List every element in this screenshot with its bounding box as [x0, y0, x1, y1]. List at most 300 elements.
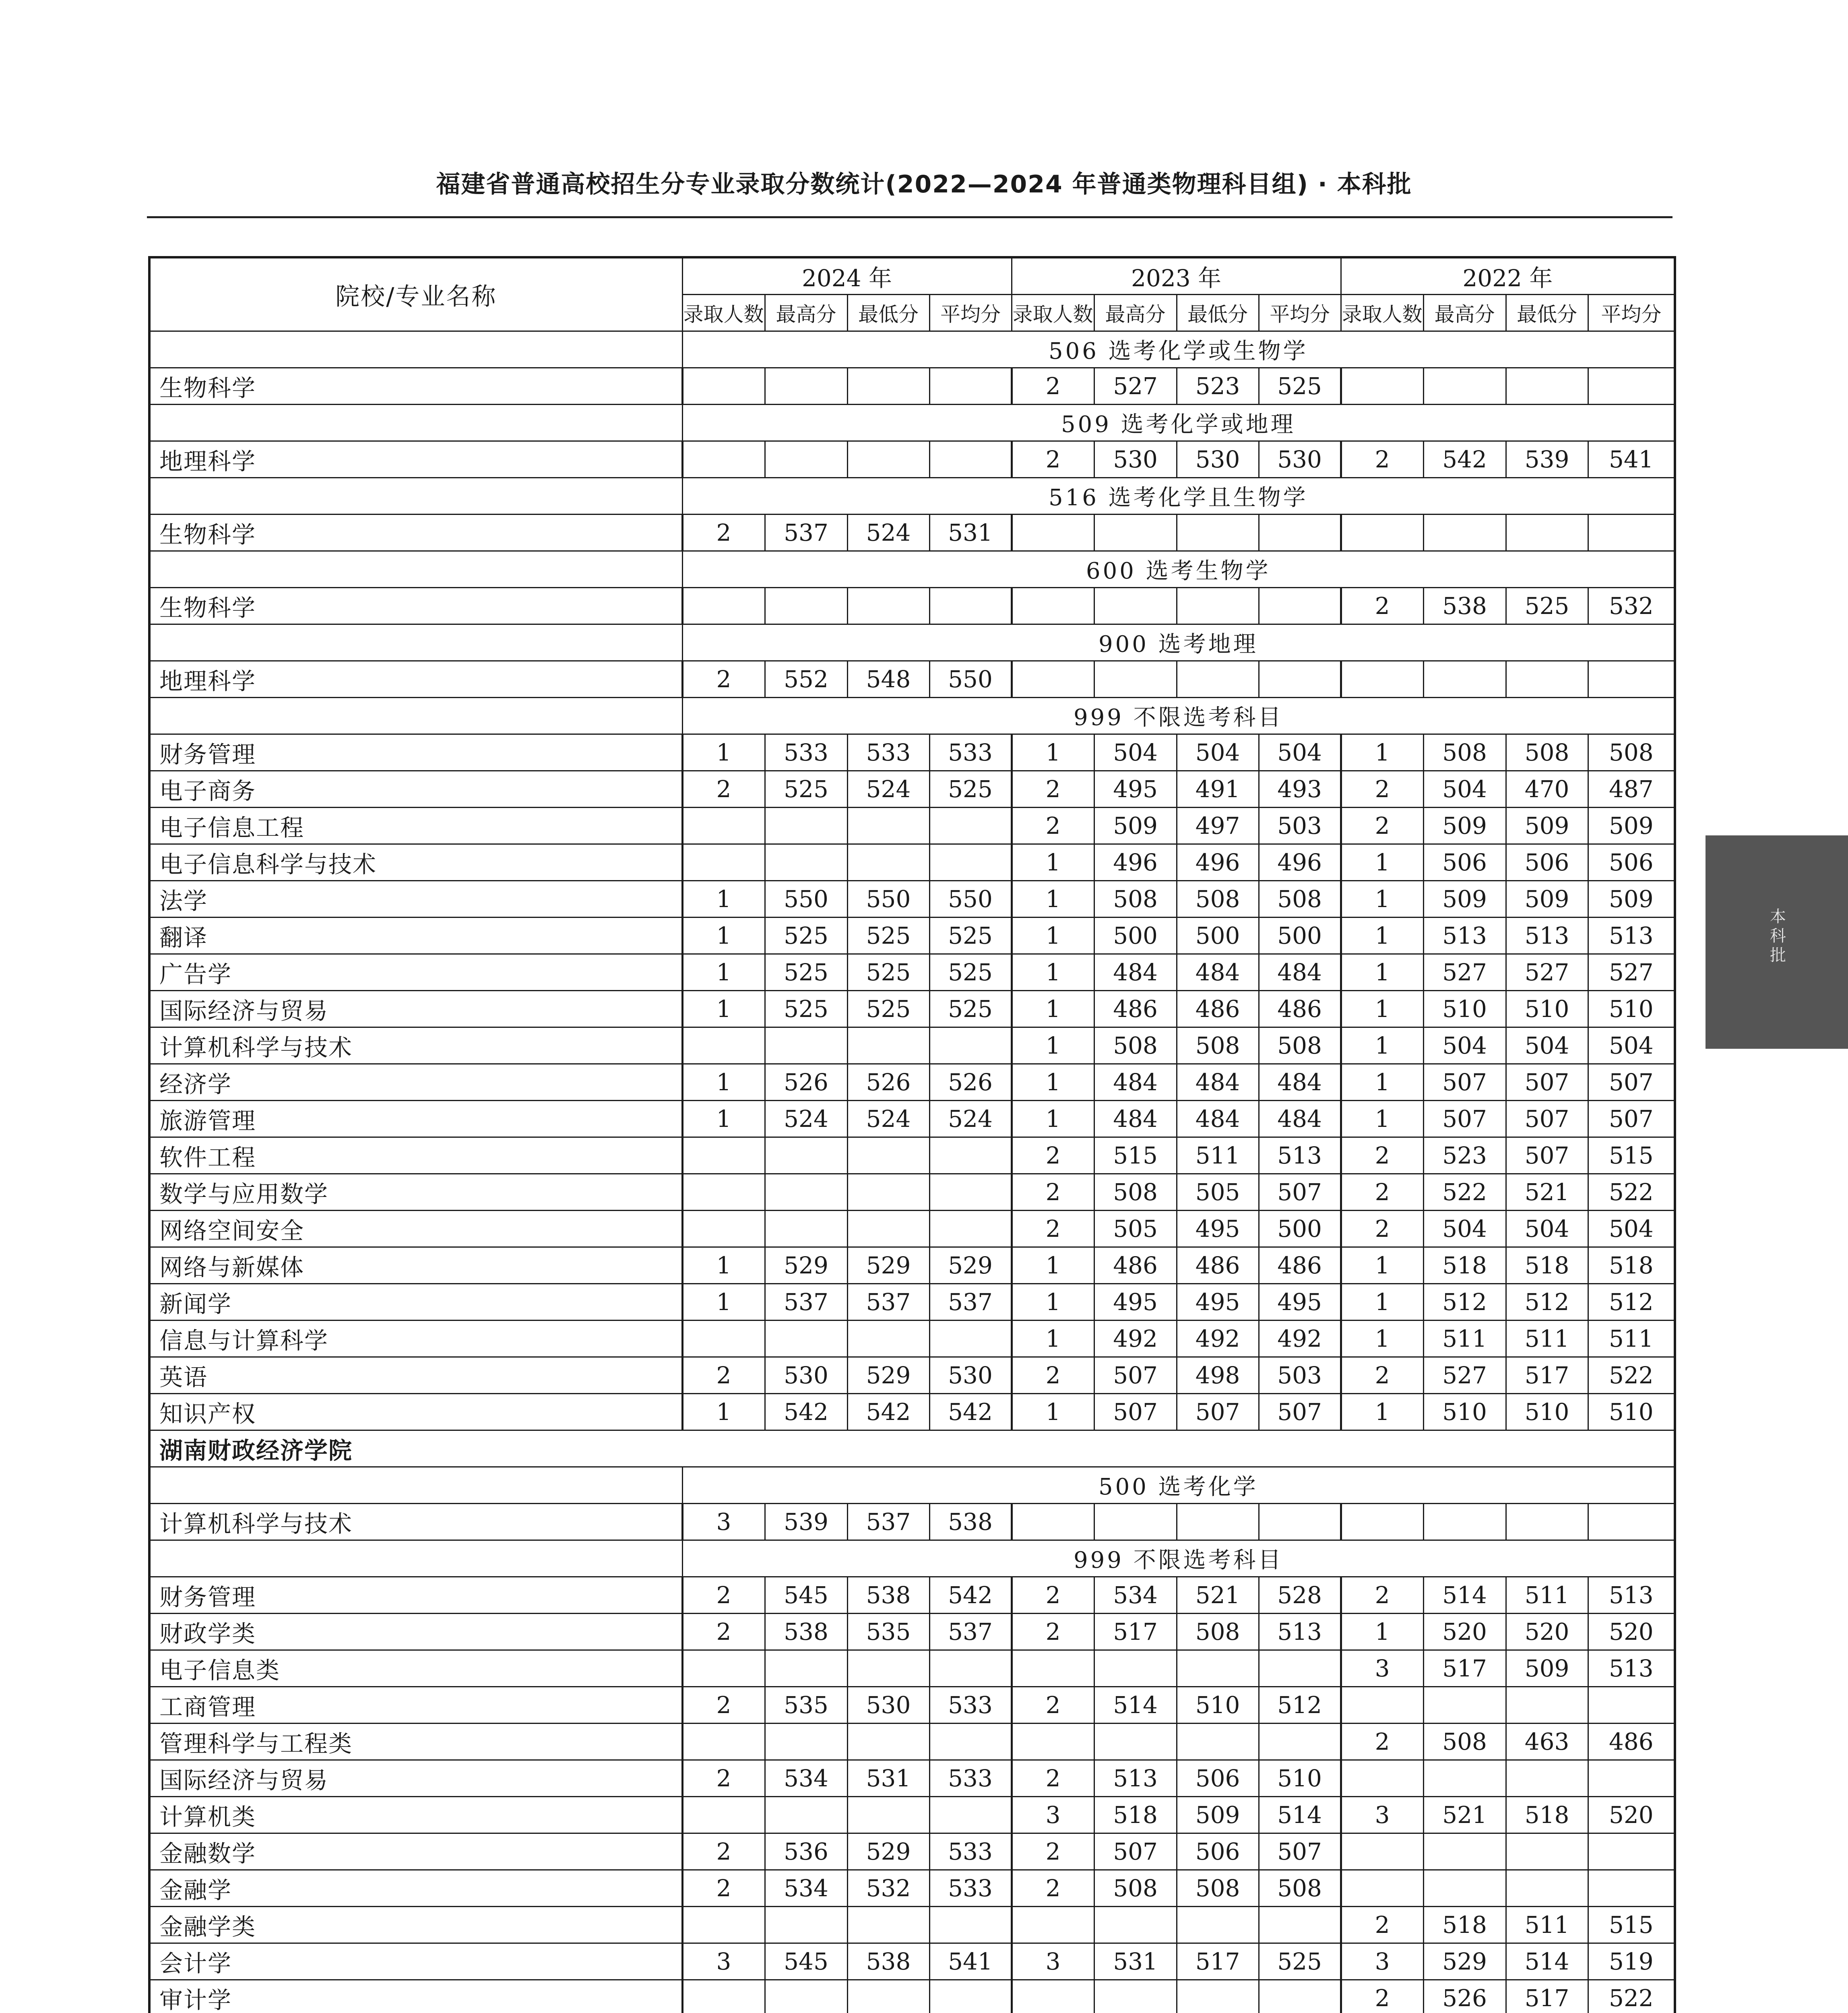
score-cell: 536	[765, 1833, 847, 1870]
major-name: 地理科学	[149, 441, 682, 478]
name-column-header: 院校/专业名称	[149, 257, 682, 331]
score-cell: 505	[1094, 1211, 1177, 1247]
major-name: 金融数学	[149, 1833, 682, 1870]
sub-header-cell: 最高分	[1094, 295, 1177, 331]
score-cell: 539	[765, 1504, 847, 1540]
score-cell: 522	[1588, 1174, 1675, 1211]
score-cell	[1588, 1687, 1675, 1724]
score-cell: 525	[765, 771, 847, 808]
score-cell: 512	[1423, 1284, 1506, 1321]
score-cell: 517	[1506, 1357, 1588, 1394]
score-cell	[765, 1321, 847, 1357]
score-cell	[1259, 1724, 1341, 1760]
score-cell: 486	[1259, 991, 1341, 1027]
score-cell: 529	[1423, 1943, 1506, 1980]
table-row	[149, 1101, 1675, 1137]
score-cell	[682, 844, 765, 881]
score-cell: 2	[1341, 441, 1423, 478]
score-cell	[765, 1027, 847, 1064]
score-cell	[847, 1724, 929, 1760]
score-cell: 527	[1094, 368, 1177, 405]
table-row	[149, 734, 1675, 771]
major-name: 管理科学与工程类	[149, 1724, 682, 1760]
table-row	[149, 1247, 1675, 1284]
score-cell: 510	[1259, 1760, 1341, 1797]
table-row	[149, 588, 1675, 624]
score-cell: 550	[847, 881, 929, 918]
score-cell: 504	[1506, 1027, 1588, 1064]
major-name: 国际经济与贸易	[149, 1760, 682, 1797]
major-name: 财务管理	[149, 1577, 682, 1614]
score-cell: 504	[1094, 734, 1177, 771]
score-cell: 487	[1588, 771, 1675, 808]
score-cell: 542	[929, 1394, 1012, 1430]
score-cell: 3	[1341, 1650, 1423, 1687]
score-cell: 484	[1094, 1064, 1177, 1101]
score-cell: 484	[1177, 954, 1259, 991]
major-name: 英语	[149, 1357, 682, 1394]
score-cell	[1588, 661, 1675, 698]
score-cell: 506	[1177, 1760, 1259, 1797]
score-cell: 513	[1588, 1650, 1675, 1687]
score-cell: 537	[929, 1614, 1012, 1650]
score-cell: 2	[1012, 1870, 1094, 1907]
score-cell: 517	[1423, 1650, 1506, 1687]
table-row	[149, 1137, 1675, 1174]
score-cell: 509	[1423, 881, 1506, 918]
table-row	[149, 844, 1675, 881]
score-cell: 529	[765, 1247, 847, 1284]
score-cell: 493	[1259, 771, 1341, 808]
score-cell: 508	[1588, 734, 1675, 771]
score-cell: 517	[1177, 1943, 1259, 1980]
school-row	[149, 1430, 1675, 1467]
score-cell: 1	[1012, 1284, 1094, 1321]
table-row	[149, 771, 1675, 808]
score-cell	[1177, 1504, 1259, 1540]
sub-header-cell: 最低分	[1506, 295, 1588, 331]
score-cell: 542	[1423, 441, 1506, 478]
score-cell: 491	[1177, 771, 1259, 808]
subject-requirement-row	[149, 698, 1675, 734]
score-cell	[682, 808, 765, 844]
score-cell: 1	[1012, 1027, 1094, 1064]
table-row	[149, 1027, 1675, 1064]
score-cell: 525	[847, 991, 929, 1027]
major-name: 翻译	[149, 918, 682, 954]
score-cell: 542	[929, 1577, 1012, 1614]
score-cell: 511	[1506, 1907, 1588, 1943]
score-cell: 1	[682, 1101, 765, 1137]
score-cell: 510	[1423, 1394, 1506, 1430]
score-cell: 509	[1177, 1797, 1259, 1833]
score-cell: 495	[1259, 1284, 1341, 1321]
score-cell	[929, 808, 1012, 844]
score-cell: 1	[1341, 881, 1423, 918]
score-cell: 514	[1259, 1797, 1341, 1833]
score-cell	[847, 1797, 929, 1833]
score-cell: 534	[1094, 1577, 1177, 1614]
score-cell: 2	[682, 1870, 765, 1907]
score-cell: 3	[1341, 1943, 1423, 1980]
score-cell: 1	[682, 991, 765, 1027]
score-cell: 510	[1588, 1394, 1675, 1430]
score-cell: 513	[1588, 918, 1675, 954]
score-cell	[1094, 1504, 1177, 1540]
score-cell: 2	[1341, 1137, 1423, 1174]
score-cell: 542	[765, 1394, 847, 1430]
score-cell	[765, 368, 847, 405]
score-cell	[765, 1174, 847, 1211]
score-cell: 506	[1423, 844, 1506, 881]
score-cell: 3	[1341, 1797, 1423, 1833]
score-cell: 1	[682, 881, 765, 918]
score-cell: 513	[1259, 1137, 1341, 1174]
score-cell: 509	[1506, 1650, 1588, 1687]
score-cell: 507	[1094, 1357, 1177, 1394]
score-cell: 503	[1259, 1357, 1341, 1394]
subject-requirement: 900 选考地理	[682, 624, 1675, 661]
score-cell: 512	[1259, 1687, 1341, 1724]
score-cell	[1012, 515, 1094, 551]
score-cell: 2	[682, 771, 765, 808]
score-cell: 533	[929, 1870, 1012, 1907]
score-cell	[1423, 1870, 1506, 1907]
score-cell: 529	[847, 1357, 929, 1394]
score-cell: 507	[1506, 1101, 1588, 1137]
score-cell: 520	[1588, 1614, 1675, 1650]
score-cell: 518	[1506, 1247, 1588, 1284]
score-cell: 486	[1094, 1247, 1177, 1284]
score-cell: 530	[1259, 441, 1341, 478]
score-cell	[1259, 1504, 1341, 1540]
score-cell: 548	[847, 661, 929, 698]
score-cell	[1012, 1650, 1094, 1687]
score-cell: 545	[765, 1943, 847, 1980]
score-cell	[1177, 1907, 1259, 1943]
score-cell: 1	[1341, 1064, 1423, 1101]
score-cell	[1588, 368, 1675, 405]
score-cell: 521	[1177, 1577, 1259, 1614]
score-cell: 521	[1423, 1797, 1506, 1833]
score-cell	[1341, 1870, 1423, 1907]
score-cell	[1506, 515, 1588, 551]
score-cell: 508	[1177, 881, 1259, 918]
table-row	[149, 991, 1675, 1027]
score-cell: 1	[682, 954, 765, 991]
score-cell: 538	[765, 1614, 847, 1650]
score-cell	[1506, 1870, 1588, 1907]
score-cell: 2	[1341, 1174, 1423, 1211]
sub-header-cell: 录取人数	[682, 295, 765, 331]
blank-name-cell	[149, 698, 682, 734]
score-cell	[1177, 515, 1259, 551]
major-name: 地理科学	[149, 661, 682, 698]
score-cell: 518	[1588, 1247, 1675, 1284]
score-cell: 513	[1423, 918, 1506, 954]
score-cell: 500	[1259, 1211, 1341, 1247]
score-cell: 525	[847, 918, 929, 954]
score-cell: 524	[847, 515, 929, 551]
year-header-2023: 2023 年	[1012, 257, 1341, 295]
score-cell: 2	[1341, 808, 1423, 844]
score-cell	[682, 1027, 765, 1064]
score-cell: 503	[1259, 808, 1341, 844]
major-name: 计算机类	[149, 1797, 682, 1833]
score-cell: 508	[1506, 734, 1588, 771]
score-cell: 2	[1341, 1357, 1423, 1394]
score-cell: 508	[1259, 881, 1341, 918]
score-cell: 2	[1012, 1833, 1094, 1870]
score-cell: 507	[1094, 1833, 1177, 1870]
score-cell: 2	[1012, 1687, 1094, 1724]
score-cell	[929, 368, 1012, 405]
subject-requirement: 516 选考化学且生物学	[682, 478, 1675, 515]
score-cell: 515	[1094, 1137, 1177, 1174]
score-cell	[1259, 515, 1341, 551]
score-cell: 2	[1012, 368, 1094, 405]
score-cell: 508	[1094, 881, 1177, 918]
score-cell: 528	[1259, 1577, 1341, 1614]
score-cell: 518	[1423, 1907, 1506, 1943]
score-cell	[1259, 1907, 1341, 1943]
score-cell: 484	[1259, 1064, 1341, 1101]
subject-requirement: 999 不限选考科目	[682, 1540, 1675, 1577]
score-cell: 1	[1341, 1101, 1423, 1137]
score-cell: 1	[682, 734, 765, 771]
major-name: 经济学	[149, 1064, 682, 1101]
score-cell	[682, 1137, 765, 1174]
score-cell	[929, 1174, 1012, 1211]
score-cell: 537	[929, 1284, 1012, 1321]
score-cell: 512	[1506, 1284, 1588, 1321]
score-cell: 1	[1341, 1321, 1423, 1357]
score-cell: 496	[1177, 844, 1259, 881]
subject-requirement-row	[149, 478, 1675, 515]
score-cell: 486	[1177, 991, 1259, 1027]
score-cell: 512	[1588, 1284, 1675, 1321]
score-cell: 531	[929, 515, 1012, 551]
blank-name-cell	[149, 551, 682, 588]
major-name: 电子信息科学与技术	[149, 844, 682, 881]
score-cell: 527	[1506, 954, 1588, 991]
score-cell: 522	[1588, 1980, 1675, 2013]
score-cell: 484	[1259, 954, 1341, 991]
score-cell: 550	[929, 881, 1012, 918]
score-cell	[1094, 588, 1177, 624]
table-row	[149, 1211, 1675, 1247]
score-cell: 3	[1012, 1797, 1094, 1833]
score-cell: 1	[1012, 1064, 1094, 1101]
score-cell	[929, 1907, 1012, 1943]
score-cell: 535	[765, 1687, 847, 1724]
score-cell: 511	[1423, 1321, 1506, 1357]
subject-requirement-row	[149, 405, 1675, 441]
score-cell	[1588, 1504, 1675, 1540]
subject-requirement-row	[149, 551, 1675, 588]
score-cell: 530	[1177, 441, 1259, 478]
score-cell: 533	[929, 1760, 1012, 1797]
score-cell: 507	[1423, 1064, 1506, 1101]
score-cell: 495	[1094, 771, 1177, 808]
score-cell	[1012, 588, 1094, 624]
blank-name-cell	[149, 1540, 682, 1577]
score-cell	[1259, 588, 1341, 624]
score-cell: 3	[682, 1943, 765, 1980]
score-cell	[1094, 515, 1177, 551]
score-cell: 484	[1094, 1101, 1177, 1137]
major-name: 国际经济与贸易	[149, 991, 682, 1027]
subject-requirement: 500 选考化学	[682, 1467, 1675, 1504]
score-cell: 532	[1588, 588, 1675, 624]
table-row	[149, 1870, 1675, 1907]
table-row	[149, 1760, 1675, 1797]
score-cell	[847, 1137, 929, 1174]
score-cell	[1423, 368, 1506, 405]
score-cell: 2	[1012, 1760, 1094, 1797]
subject-requirement: 506 选考化学或生物学	[682, 331, 1675, 368]
score-cell: 2	[1341, 1577, 1423, 1614]
blank-name-cell	[149, 478, 682, 515]
score-cell: 507	[1423, 1101, 1506, 1137]
sub-header-cell: 录取人数	[1341, 295, 1423, 331]
score-cell: 2	[682, 1357, 765, 1394]
score-cell: 509	[1588, 881, 1675, 918]
score-cell	[929, 1980, 1012, 2013]
score-cell	[682, 1211, 765, 1247]
score-cell: 510	[1423, 991, 1506, 1027]
major-name: 电子信息类	[149, 1650, 682, 1687]
score-cell: 537	[847, 1504, 929, 1540]
score-cell	[1012, 1907, 1094, 1943]
score-cell: 1	[1012, 918, 1094, 954]
score-cell	[765, 1797, 847, 1833]
score-cell: 2	[682, 1760, 765, 1797]
score-cell: 519	[1588, 1943, 1675, 1980]
year-header-2022: 2022 年	[1341, 257, 1675, 295]
score-cell	[1341, 368, 1423, 405]
score-cell	[682, 1724, 765, 1760]
score-cell	[1588, 1870, 1675, 1907]
score-cell: 545	[765, 1577, 847, 1614]
score-cell: 507	[1259, 1394, 1341, 1430]
score-cell: 550	[929, 661, 1012, 698]
school-name: 湖南财政经济学院	[149, 1430, 1675, 1467]
score-cell: 514	[1506, 1943, 1588, 1980]
score-cell: 525	[765, 991, 847, 1027]
score-cell: 3	[1012, 1943, 1094, 1980]
score-cell: 1	[1341, 1247, 1423, 1284]
sub-header-cell: 录取人数	[1012, 295, 1094, 331]
score-cell	[929, 1650, 1012, 1687]
subject-requirement-row	[149, 331, 1675, 368]
major-name: 金融学	[149, 1870, 682, 1907]
score-cell	[1506, 1504, 1588, 1540]
header-rule	[147, 216, 1672, 218]
score-cell	[929, 1321, 1012, 1357]
sub-header-cell: 平均分	[929, 295, 1012, 331]
score-cell: 509	[1423, 808, 1506, 844]
score-cell: 507	[1259, 1174, 1341, 1211]
score-cell: 2	[682, 1577, 765, 1614]
score-cell: 510	[1506, 991, 1588, 1027]
score-cell: 520	[1423, 1614, 1506, 1650]
subject-requirement: 999 不限选考科目	[682, 698, 1675, 734]
major-name: 计算机科学与技术	[149, 1027, 682, 1064]
major-name: 财务管理	[149, 734, 682, 771]
score-table	[148, 256, 1676, 2013]
score-cell: 533	[765, 734, 847, 771]
score-cell: 492	[1259, 1321, 1341, 1357]
score-cell	[929, 844, 1012, 881]
score-cell	[1588, 1760, 1675, 1797]
side-tab	[1706, 835, 1848, 1049]
score-cell: 511	[1506, 1321, 1588, 1357]
major-name: 生物科学	[149, 368, 682, 405]
score-cell: 525	[929, 918, 1012, 954]
score-cell: 534	[765, 1870, 847, 1907]
sub-header-cell: 平均分	[1588, 295, 1675, 331]
score-cell: 2	[1341, 1980, 1423, 2013]
major-name: 信息与计算科学	[149, 1321, 682, 1357]
table-row	[149, 1394, 1675, 1430]
score-cell: 486	[1177, 1247, 1259, 1284]
score-cell: 522	[1588, 1357, 1675, 1394]
side-tab-label: 本科批	[1767, 908, 1786, 966]
score-cell	[1341, 1760, 1423, 1797]
score-cell: 508	[1423, 1724, 1506, 1760]
major-name: 网络空间安全	[149, 1211, 682, 1247]
score-cell	[847, 588, 929, 624]
score-cell	[682, 1321, 765, 1357]
score-cell: 529	[847, 1833, 929, 1870]
score-cell: 507	[1588, 1064, 1675, 1101]
score-cell	[1012, 1724, 1094, 1760]
score-cell: 538	[847, 1577, 929, 1614]
table-row	[149, 881, 1675, 918]
score-cell: 1	[1012, 881, 1094, 918]
score-cell: 508	[1094, 1870, 1177, 1907]
score-cell	[847, 1650, 929, 1687]
score-cell	[1341, 1504, 1423, 1540]
score-cell	[1094, 1650, 1177, 1687]
score-cell: 504	[1588, 1027, 1675, 1064]
table-row	[149, 918, 1675, 954]
blank-name-cell	[149, 1467, 682, 1504]
score-cell: 526	[1423, 1980, 1506, 2013]
score-cell: 1	[682, 1284, 765, 1321]
major-name: 审计学	[149, 1980, 682, 2013]
major-name: 旅游管理	[149, 1101, 682, 1137]
score-cell: 526	[929, 1064, 1012, 1101]
score-cell	[1588, 1833, 1675, 1870]
score-cell: 537	[765, 1284, 847, 1321]
table-row	[149, 661, 1675, 698]
score-cell: 525	[929, 771, 1012, 808]
score-cell: 522	[1423, 1174, 1506, 1211]
score-cell: 2	[1341, 1724, 1423, 1760]
score-cell: 506	[1588, 844, 1675, 881]
score-cell: 510	[1177, 1687, 1259, 1724]
score-cell	[765, 808, 847, 844]
score-cell	[847, 1907, 929, 1943]
score-cell	[682, 441, 765, 478]
score-cell: 506	[1177, 1833, 1259, 1870]
score-cell: 2	[1012, 808, 1094, 844]
score-cell: 525	[929, 991, 1012, 1027]
score-cell	[1423, 1760, 1506, 1797]
major-name: 知识产权	[149, 1394, 682, 1430]
